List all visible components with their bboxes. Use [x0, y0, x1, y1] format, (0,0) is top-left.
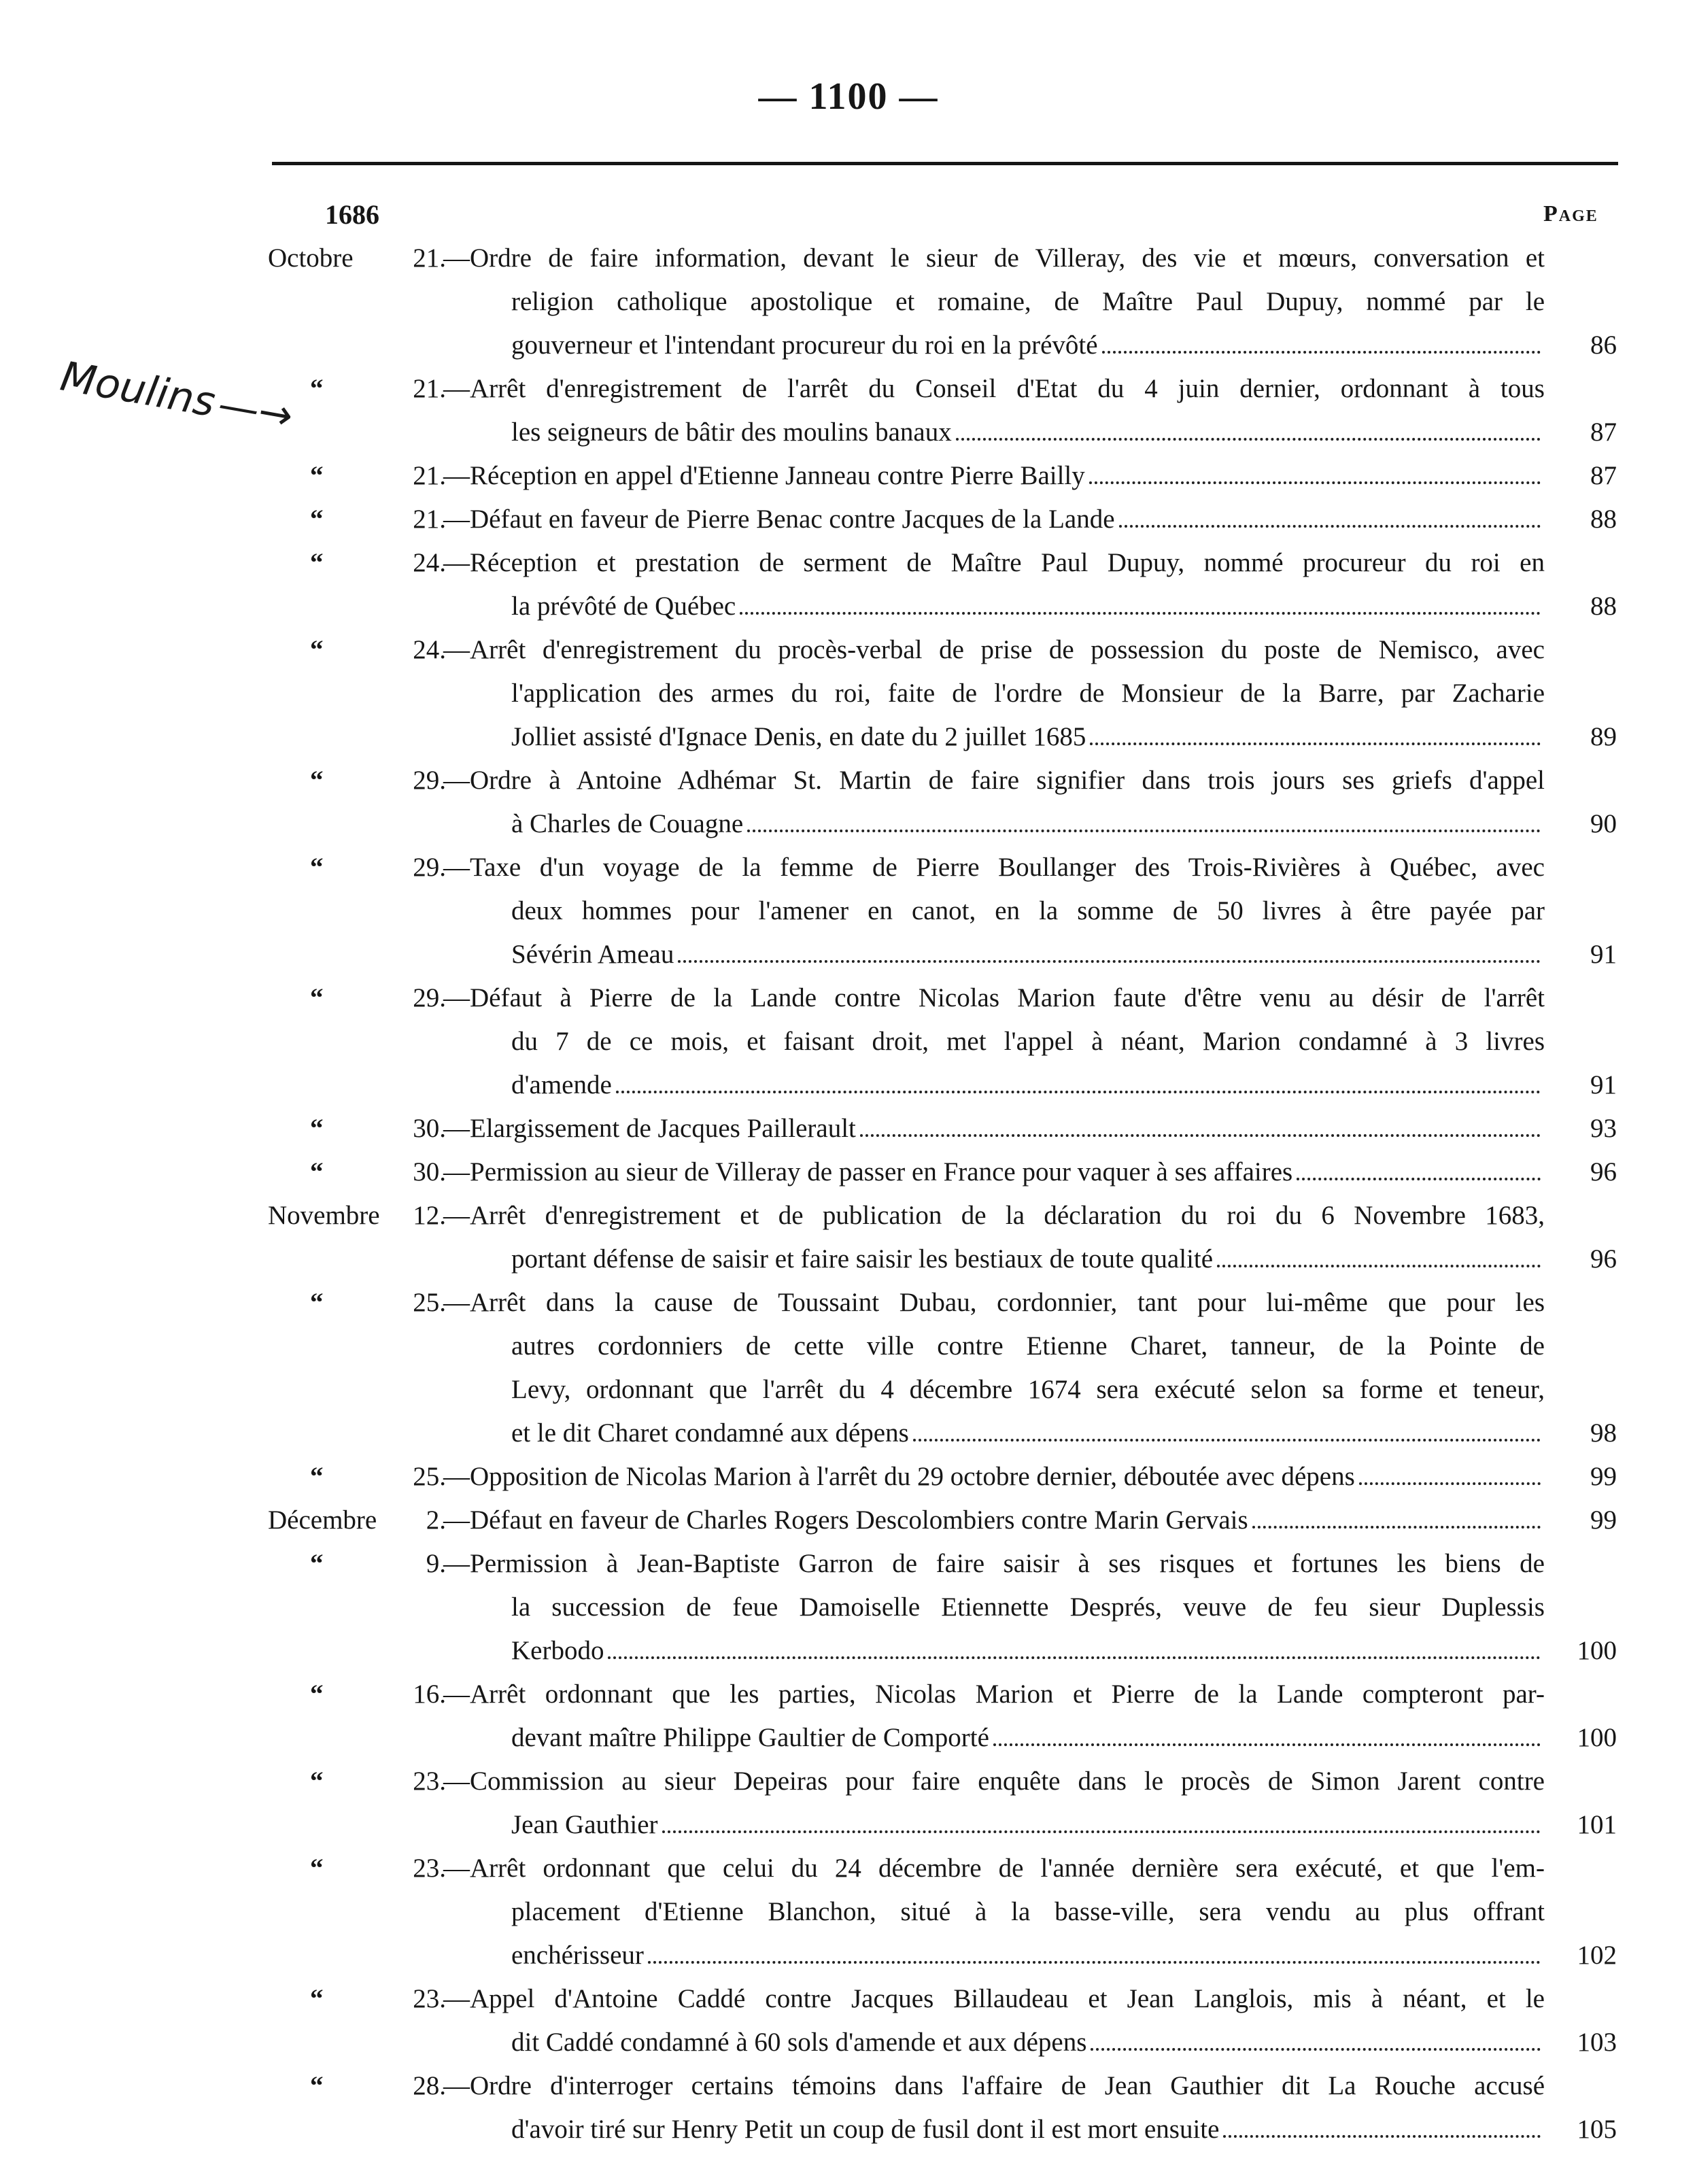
- entry-text: [511, 1934, 1545, 1977]
- dot-leader: [1359, 1482, 1541, 1485]
- entry-day: 2.: [426, 1505, 446, 1535]
- entry-day: 30.: [413, 1114, 446, 1143]
- entry-row: [0, 1673, 1697, 1716]
- entry-page-number: 102: [1577, 1941, 1617, 1970]
- entry-text: —Arrêt d'enregistrement et de publication de la déclaration du roi du 6 Novembre 1683,: [443, 1201, 1545, 1230]
- dot-leader: [956, 438, 1541, 441]
- entry-page-number: 87: [1590, 461, 1617, 490]
- entry-day: 25.: [413, 1288, 446, 1317]
- entry-text: [511, 933, 1545, 976]
- month-ditto-mark: “: [310, 2071, 324, 2100]
- entry-page-number: 86: [1590, 330, 1617, 360]
- dot-leader: [913, 1439, 1541, 1441]
- entry-page-number: 105: [1577, 2115, 1617, 2144]
- entry-text: deux hommes pour l'amener en canot, en la somme de 50 livres à être payée par: [511, 896, 1545, 925]
- entry-continuation-row: [0, 1716, 1697, 1760]
- entry-page-number: 99: [1590, 1505, 1617, 1535]
- entry-row: [0, 1542, 1697, 1586]
- entry-text-line: portant défense de saisir et faire saisir les bestiaux de toute qualité: [511, 1244, 1214, 1274]
- entry-day: 24.: [413, 548, 446, 577]
- entry-page-number: 88: [1590, 505, 1617, 534]
- entry-text: —Ordre de faire information, devant le sieur de Villeray, des vie et mœurs, conversation et: [443, 243, 1545, 273]
- entry-day: 24.: [413, 635, 446, 664]
- entry-continuation-row: [0, 802, 1697, 846]
- entry-continuation-row: [0, 1020, 1697, 1063]
- entry-text: Levy, ordonnant que l'arrêt du 4 décembre 1674 sera exécuté selon sa forme et teneur,: [511, 1375, 1545, 1404]
- page-number: — 1100 —: [758, 75, 939, 118]
- month-label: Novembre: [268, 1201, 380, 1230]
- entry-continuation-row: [0, 672, 1697, 715]
- register-entries: [0, 237, 1697, 2151]
- entry-day: 29.: [413, 983, 446, 1012]
- entry-text: —Permission à Jean-Baptiste Garron de faire saisir à ses risques et fortunes les biens de: [443, 1549, 1545, 1578]
- annotation-text: Moulins: [56, 352, 219, 427]
- entry-page-number: 99: [1590, 1462, 1617, 1491]
- entry-day: 21.: [413, 374, 446, 403]
- entry-text: [443, 1150, 1545, 1194]
- entry-page-number: 88: [1590, 592, 1617, 621]
- entry-page-number: 93: [1590, 1114, 1617, 1143]
- month-label: Octobre: [268, 243, 354, 273]
- dot-leader: [1090, 743, 1541, 745]
- entry-text: [511, 802, 1545, 846]
- entry-day: 28.: [413, 2071, 446, 2100]
- entry-day: 23.: [413, 1854, 446, 1883]
- entry-continuation-row: [0, 280, 1697, 324]
- entry-text-line: d'avoir tiré sur Henry Petit un coup de fusil dont il est mort ensuite: [511, 2115, 1220, 2144]
- entry-row: [0, 1760, 1697, 1803]
- header-page-label: Page: [1543, 201, 1598, 226]
- month-ditto-mark: “: [310, 1157, 324, 1187]
- entry-continuation-row: [0, 1368, 1697, 1412]
- dot-leader: [1091, 2048, 1541, 2051]
- dot-leader: [608, 1656, 1541, 1659]
- entry-day: 21.: [413, 461, 446, 490]
- entry-text: —Commission au sieur Depeiras pour faire enquête dans le procès de Simon Jarent contre: [443, 1767, 1545, 1796]
- month-ditto-mark: “: [310, 983, 324, 1012]
- entry-text: [443, 454, 1545, 498]
- entry-page-number: 103: [1577, 2028, 1617, 2057]
- entry-row: [0, 1499, 1697, 1542]
- entry-continuation-row: [0, 933, 1697, 976]
- entry-row: [0, 541, 1697, 585]
- month-ditto-mark: “: [310, 505, 324, 534]
- dot-leader: [662, 1830, 1541, 1833]
- entry-continuation-row: [0, 1238, 1697, 1281]
- dot-leader: [993, 1743, 1541, 1746]
- month-ditto-mark: “: [310, 1767, 324, 1796]
- month-ditto-mark: “: [310, 766, 324, 795]
- arrow-icon: —→: [214, 380, 297, 441]
- entry-text: —Arrêt ordonnant que les parties, Nicolas Marion et Pierre de la Lande compteront par-: [443, 1679, 1545, 1709]
- entry-row: [0, 498, 1697, 541]
- entry-continuation-row: [0, 889, 1697, 933]
- entry-text: [511, 1716, 1545, 1760]
- month-ditto-mark: “: [310, 1984, 324, 2013]
- entry-text-line: gouverneur et l'intendant procureur du roi en la prévôté: [511, 330, 1098, 360]
- dot-leader: [1119, 525, 1541, 528]
- entry-day: 12.: [413, 1201, 446, 1230]
- entry-continuation-row: [0, 1063, 1697, 1107]
- month-ditto-mark: “: [310, 853, 324, 882]
- entry-text: [511, 324, 1545, 367]
- month-ditto-mark: “: [310, 374, 324, 403]
- entry-row: [0, 759, 1697, 802]
- header-year: 1686: [325, 199, 379, 230]
- entry-text: [511, 1063, 1545, 1107]
- entry-text: —Ordre d'interroger certains témoins dans l'affaire de Jean Gauthier dit La Rouche accusé: [443, 2071, 1545, 2100]
- entry-page-number: 98: [1590, 1418, 1617, 1448]
- dot-leader: [616, 1091, 1541, 1093]
- entry-row: [0, 367, 1697, 411]
- entry-row: [0, 2064, 1697, 2108]
- entry-text: —Défaut à Pierre de la Lande contre Nicolas Marion faute d'être venu au désir de l'arrêt: [443, 983, 1545, 1012]
- entry-text-line: Kerbodo: [511, 1636, 604, 1665]
- entry-text: —Arrêt d'enregistrement du procès-verbal de prise de possession du poste de Nemisco, avec: [443, 635, 1545, 664]
- entry-day: 29.: [413, 853, 446, 882]
- entry-text: l'application des armes du roi, faite de l'ordre de Monsieur de la Barre, par Zacharie: [511, 679, 1545, 708]
- entry-page-number: 91: [1590, 940, 1617, 969]
- entry-text: —Arrêt ordonnant que celui du 24 décembre de l'année dernière sera exécuté, et que l'em-: [443, 1854, 1545, 1883]
- dot-leader: [648, 1961, 1541, 1964]
- dot-leader: [1217, 1265, 1541, 1267]
- entry-day: 30.: [413, 1157, 446, 1187]
- entry-row: [0, 1455, 1697, 1499]
- entry-text-line: —Permission au sieur de Villeray de passer en France pour vaquer à ses affaires: [443, 1157, 1293, 1187]
- entry-page-number: 100: [1577, 1636, 1617, 1665]
- entry-day: 29.: [413, 766, 446, 795]
- entry-text: —Taxe d'un voyage de la femme de Pierre Boullanger des Trois-Rivières à Québec, avec: [443, 853, 1545, 882]
- dot-leader: [740, 612, 1541, 615]
- entry-continuation-row: [0, 1586, 1697, 1629]
- entry-day: 21.: [413, 243, 446, 273]
- entry-text-line: dit Caddé condamné à 60 sols d'amende et aux dépens: [511, 2028, 1087, 2057]
- entry-text: autres cordonniers de cette ville contre Etienne Charet, tanneur, de la Pointe de: [511, 1331, 1545, 1361]
- entry-continuation-row: [0, 1629, 1697, 1673]
- entry-text: placement d'Etienne Blanchon, situé à la basse-ville, sera vendu au plus offrant: [511, 1897, 1545, 1926]
- entry-text: [511, 1412, 1545, 1455]
- entry-text-line: la prévôté de Québec: [511, 592, 736, 621]
- entry-text-line: enchérisseur: [511, 1941, 644, 1970]
- entry-text-line: Jolliet assisté d'Ignace Denis, en date du 2 juillet 1685: [511, 722, 1086, 751]
- dot-leader: [1089, 481, 1541, 484]
- entry-text-line: Sévérin Ameau: [511, 940, 674, 969]
- entry-text: [511, 2108, 1545, 2151]
- entry-continuation-row: [0, 1412, 1697, 1455]
- dot-leader: [747, 830, 1541, 832]
- entry-text: —Ordre à Antoine Adhémar St. Martin de faire signifier dans trois jours ses griefs d'appel: [443, 766, 1545, 795]
- entry-continuation-row: [0, 1934, 1697, 1977]
- entry-row: [0, 454, 1697, 498]
- entry-day: 16.: [413, 1679, 446, 1709]
- entry-text-line: —Elargissement de Jacques Paillerault: [443, 1114, 856, 1143]
- entry-row: [0, 1150, 1697, 1194]
- entry-day: 23.: [413, 1767, 446, 1796]
- entry-text-line: —Défaut en faveur de Charles Rogers Descolombiers contre Marin Gervais: [443, 1505, 1248, 1535]
- month-ditto-mark: “: [310, 1679, 324, 1709]
- entry-continuation-row: [0, 2108, 1697, 2151]
- entry-text-line: d'amende: [511, 1070, 612, 1099]
- month-ditto-mark: “: [310, 635, 324, 664]
- entry-row: [0, 1194, 1697, 1238]
- entry-continuation-row: [0, 1890, 1697, 1934]
- entry-day: 9.: [426, 1549, 446, 1578]
- dot-leader: [1223, 2135, 1541, 2138]
- entry-text-line: les seigneurs de bâtir des moulins banaux: [511, 417, 952, 447]
- entry-text: [511, 2021, 1545, 2064]
- entry-continuation-row: [0, 411, 1697, 454]
- entry-row: [0, 628, 1697, 672]
- entry-text-line: Jean Gauthier: [511, 1810, 658, 1839]
- entry-page-number: 89: [1590, 722, 1617, 751]
- dot-leader: [678, 960, 1541, 963]
- month-ditto-mark: “: [310, 461, 324, 490]
- entry-text: [511, 1629, 1545, 1673]
- entry-day: 25.: [413, 1462, 446, 1491]
- entry-text-line: à Charles de Couagne: [511, 809, 744, 838]
- month-ditto-mark: “: [310, 1114, 324, 1143]
- entry-page-number: 100: [1577, 1723, 1617, 1752]
- entry-row: [0, 976, 1697, 1020]
- header-rule: [272, 162, 1618, 165]
- entry-page-number: 96: [1590, 1244, 1617, 1274]
- entry-text: [511, 585, 1545, 628]
- entry-text-line: —Opposition de Nicolas Marion à l'arrêt du 29 octobre dernier, déboutée avec dépens: [443, 1462, 1355, 1491]
- dot-leader: [1252, 1526, 1541, 1529]
- entry-text-line: et le dit Charet condamné aux dépens: [511, 1418, 909, 1448]
- entry-row: [0, 1977, 1697, 2021]
- entry-text: [511, 715, 1545, 759]
- entry-text: [511, 1238, 1545, 1281]
- entry-text-line: —Réception en appel d'Etienne Janneau contre Pierre Bailly: [443, 461, 1085, 490]
- month-ditto-mark: “: [310, 548, 324, 577]
- entry-continuation-row: [0, 715, 1697, 759]
- entry-continuation-row: [0, 1325, 1697, 1368]
- entry-day: 21.: [413, 505, 446, 534]
- entry-day: 23.: [413, 1984, 446, 2013]
- entry-page-number: 90: [1590, 809, 1617, 838]
- entry-continuation-row: [0, 1803, 1697, 1847]
- entry-text-line: devant maître Philippe Gaultier de Comporté: [511, 1723, 989, 1752]
- entry-text: la succession de feue Damoiselle Etiennette Després, veuve de feu sieur Duplessis: [511, 1592, 1545, 1622]
- dot-leader: [1102, 351, 1541, 354]
- entry-text-line: —Défaut en faveur de Pierre Benac contre Jacques de la Lande: [443, 505, 1115, 534]
- entry-text: du 7 de ce mois, et faisant droit, met l'appel à néant, Marion condamné à 3 livres: [511, 1027, 1545, 1056]
- entry-text: —Réception et prestation de serment de Maître Paul Dupuy, nommé procureur du roi en: [443, 548, 1545, 577]
- entry-text: [511, 411, 1545, 454]
- dot-leader: [860, 1134, 1541, 1137]
- entry-text: religion catholique apostolique et romaine, de Maître Paul Dupuy, nommé par le: [511, 287, 1545, 316]
- entry-row: [0, 846, 1697, 889]
- entry-page-number: 101: [1577, 1810, 1617, 1839]
- entry-page-number: 87: [1590, 417, 1617, 447]
- month-ditto-mark: “: [310, 1854, 324, 1883]
- dot-leader: [1297, 1178, 1541, 1180]
- entry-text: [443, 498, 1545, 541]
- entry-row: [0, 1281, 1697, 1325]
- entry-text: [443, 1107, 1545, 1150]
- month-label: Décembre: [268, 1505, 377, 1535]
- month-ditto-mark: “: [310, 1462, 324, 1491]
- entry-page-number: 96: [1590, 1157, 1617, 1187]
- entry-page-number: 91: [1590, 1070, 1617, 1099]
- entry-row: [0, 1847, 1697, 1890]
- entry-row: [0, 237, 1697, 280]
- month-ditto-mark: “: [310, 1549, 324, 1578]
- entry-row: [0, 1107, 1697, 1150]
- entry-continuation-row: [0, 585, 1697, 628]
- entry-text: [443, 1455, 1545, 1499]
- entry-text: [443, 1499, 1545, 1542]
- entry-continuation-row: [0, 324, 1697, 367]
- entry-text: —Arrêt dans la cause de Toussaint Dubau, cordonnier, tant pour lui-même que pour les: [443, 1288, 1545, 1317]
- entry-text: [511, 1803, 1545, 1847]
- month-ditto-mark: “: [310, 1288, 324, 1317]
- entry-text: —Appel d'Antoine Caddé contre Jacques Billaudeau et Jean Langlois, mis à néant, et le: [443, 1984, 1545, 2013]
- entry-text: —Arrêt d'enregistrement de l'arrêt du Conseil d'Etat du 4 juin dernier, ordonnant à tous: [443, 374, 1545, 403]
- entry-continuation-row: [0, 2021, 1697, 2064]
